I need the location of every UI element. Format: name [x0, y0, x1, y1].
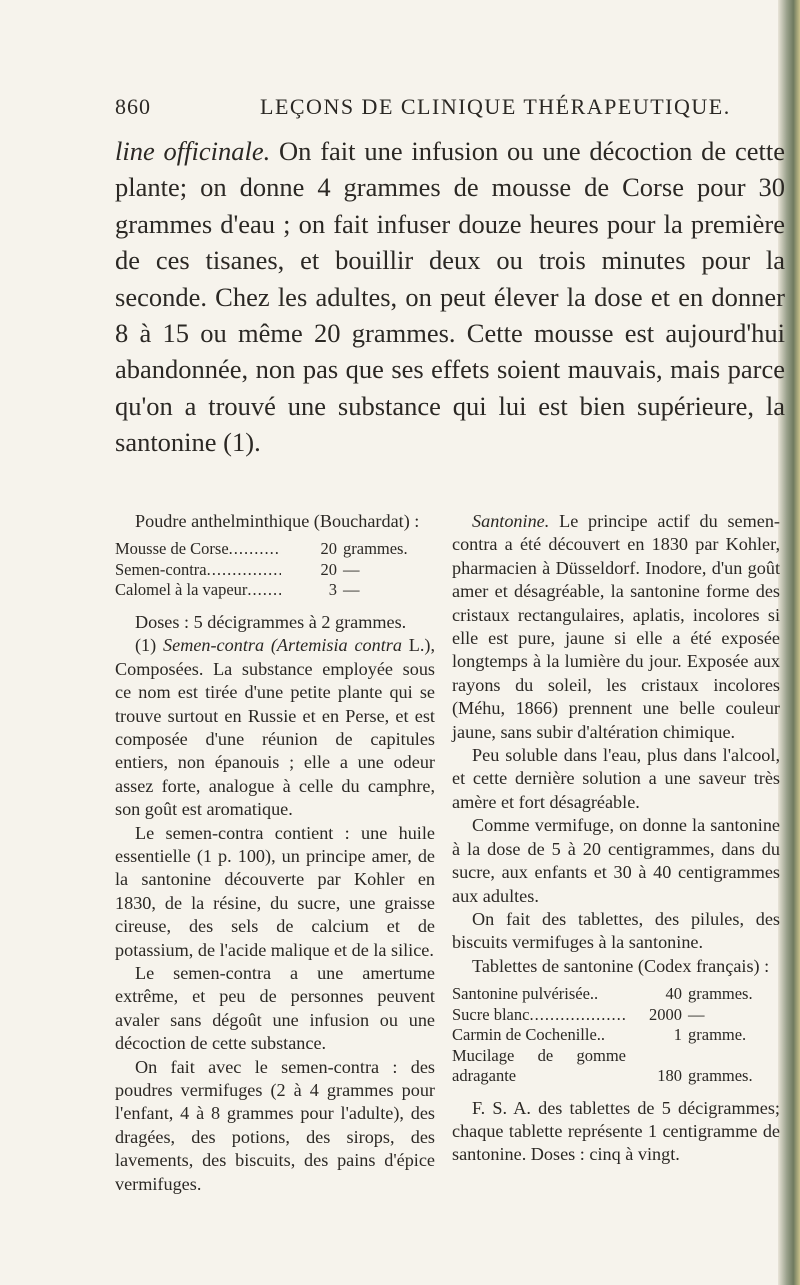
recipe-item-qty: 2000 [649, 1004, 682, 1024]
recipe-item-name: Santonine pulvérisée.. [452, 984, 599, 1004]
recipe-row [115, 560, 435, 581]
doses-left: Doses : 5 décigrammes à 2 grammes. [135, 611, 407, 632]
recipe-row [115, 539, 435, 560]
recipe-item-name: Mucilage de gomme adragante [452, 1045, 626, 1086]
recipe-right [452, 984, 780, 1087]
right-para-1 [452, 510, 780, 744]
recipe-item-qty: 3 [328, 580, 337, 600]
recipe-item-unit: grammes. [688, 1066, 753, 1086]
recipe-item-qty: 1 [673, 1025, 682, 1045]
intro-text: On fait une infusion ou une décoction de cette plante; on donne 4 grammes de mousse de Corse pour 30 grammes d'eau ; on fait infuser douze heures pour la première de ces tisanes, et bouillir deux ou trois minutes pour la seconde. Chez les adultes, on peut élever la dose et en donner 8 à 15 ou même 20 grammes. Cette mousse est aujourd'hui abandonnée, non pas que ses effets soient mauvais, mais parce qu'on a trouvé une substance qui lui est bien supérieure, la santonine (1). [115, 136, 785, 458]
recipe-row [452, 1005, 780, 1026]
recipe-title-left: Poudre anthelminthique (Bouchardat) : [135, 511, 420, 531]
recipe-row [452, 1025, 780, 1046]
running-title: LEÇONS DE CLINIQUE THÉRAPEUTIQUE. [260, 94, 731, 119]
recipe-item-name: Carmin de Cochenille.. [452, 1025, 606, 1045]
footnote-italic: Semen-contra (Artemisia contra [163, 635, 402, 656]
santonine-heading: Santonine. [472, 511, 550, 531]
right-para-3: Comme vermifuge, on donne la santonine à la dose de 5 à 20 centigrammes, dans du sucre, aux enfants et 30 à 40 centigrammes aux adultes. [452, 815, 780, 906]
recipe-item-qty: 40 [665, 984, 682, 1004]
right-para-4: On fait des tablettes, des pilules, des biscuits vermifuges à la santonine. [452, 908, 780, 953]
recipe-item-name: Mousse de Corse [115, 539, 229, 559]
recipe-item-unit: — [343, 580, 360, 600]
footnote [115, 634, 435, 821]
left-column [115, 510, 435, 1196]
page-header [115, 94, 735, 124]
recipe-row [452, 984, 780, 1005]
left-para-2: Le semen-contra contient : une huile essentielle (1 p. 100), un principe amer, de la santonine découverte par Kohler en 1830, de la résine, du sucre, une graisse cireuse, des sels de calcium et de potassium, de l'acide malique et de la silice. [115, 822, 435, 960]
intro-paragraph [115, 133, 785, 461]
recipe-row [452, 1046, 780, 1087]
right-para-5: F. S. A. des tablettes de 5 décigrammes; chaque tablette représente 1 centigramme de santonine. Doses : cinq à vingt. [452, 1097, 780, 1165]
recipe-item-qty: 180 [657, 1066, 682, 1086]
footnote-marker: (1) [135, 635, 157, 656]
recipe-item-qty: 20 [320, 559, 337, 579]
intro-italic: line officinale. [115, 136, 271, 166]
recipe-item-unit: — [688, 1004, 705, 1024]
right-para-2: Peu soluble dans l'eau, plus dans l'alcool, et cette dernière solution a une saveur très amère et fort désagréable. [452, 745, 780, 812]
recipe-item-unit: grammes. [688, 984, 753, 1004]
recipe-item-name: Semen-contra [115, 559, 207, 579]
page-number: 860 [115, 94, 151, 119]
left-para-4: On fait avec le semen-contra : des poudres vermifuges (2 à 4 grammes pour l'enfant, 4 à 8 grammes pour l'adulte), des dragées, des potions, des sirops, des lavements, des biscuits, des pains d'épice vermifuges. [115, 1056, 435, 1194]
footnote-text: L.), Composées. La substance employée sous ce nom est tirée d'une petite plante qui se trouve surtout en Russie et en Perse, et est composée d'une réunion de capitules entiers, non épanouis ; elle a une odeur assez forte, analogue à celle du camphre, son goût est aromatique. [115, 635, 436, 820]
recipe-item-unit: grammes. [343, 539, 408, 559]
recipe-item-name: Calomel à la vapeur [115, 580, 248, 600]
left-para-3: Le semen-contra a une amertume extrême, et peu de personnes peuvent avaler sans dégoût une infusion ou une décoction de cette substance. [115, 963, 435, 1054]
right-column [452, 510, 780, 1167]
recipe-left [115, 539, 435, 601]
right-para-1-text: Le principe actif du semen-contra a été découvert en 1830 par Kohler, pharmacien à Düsseldorf. Inodore, d'un goût amer et désagréable, la santonine forme des cristaux rectangulaires, aplatis, incolores si elle est pure, jaune si elle a été exposée longtemps à la lumière du jour. Exposée aux rayons du soleil, les cristaux incolores (Méhu, 1866) prennent une belle couleur jaune, sans subir d'altération chimique. [452, 511, 780, 742]
recipe-item-unit: — [343, 559, 360, 579]
recipe-item-qty: 20 [320, 539, 337, 559]
recipe-title-right: Tablettes de santonine (Codex français) : [472, 955, 770, 976]
recipe-row [115, 580, 435, 601]
recipe-item-unit: gramme. [688, 1025, 747, 1045]
recipe-item-name: Sucre blanc [452, 1004, 530, 1024]
